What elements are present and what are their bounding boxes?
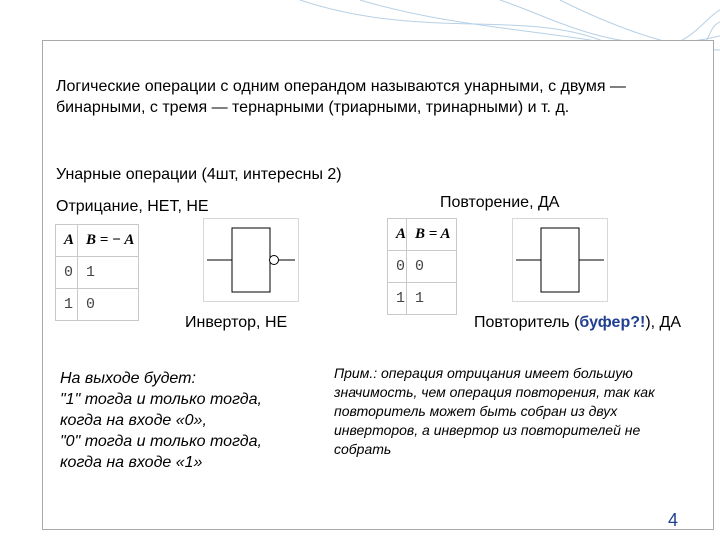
repeat-truth-table: [387, 218, 457, 315]
buffer-label-after: ), ДА: [645, 314, 682, 331]
buffer-label-before: Повторитель (: [474, 314, 580, 331]
inverter-label: Инвертор, НЕ: [185, 314, 288, 331]
negation-truth-table: [55, 224, 139, 321]
page-number: 4: [668, 510, 679, 530]
column-header: A: [388, 219, 407, 251]
output-line: когда на входе «1»: [60, 454, 203, 471]
column-header: B = A: [407, 219, 457, 251]
table-cell: 1: [388, 283, 407, 315]
table-row: [56, 257, 139, 289]
buffer-label: [474, 314, 681, 332]
output-line: "1" тогда и только тогда,: [60, 391, 262, 408]
column-header: A: [56, 225, 78, 257]
output-explanation: [60, 368, 262, 473]
table-cell: 0: [78, 289, 139, 321]
output-line: На выходе будет:: [60, 370, 196, 387]
output-line: "0" тогда и только тогда,: [60, 433, 262, 450]
table-cell: 0: [56, 257, 78, 289]
column-header: B = − A: [78, 225, 139, 257]
table-header-row: [56, 225, 139, 257]
output-line: когда на входе «0»,: [60, 412, 207, 429]
table-header-row: [388, 219, 457, 251]
inverter-gate-diagram: [203, 218, 299, 302]
table-row: [388, 251, 457, 283]
buffer-gate-diagram: [512, 218, 608, 302]
table-row: [56, 289, 139, 321]
table-cell: 1: [407, 283, 457, 315]
negation-title: Отрицание, НЕТ, НЕ: [56, 198, 209, 215]
note-paragraph: Прим.: операция отрицания имеет большую значимость, чем операция повторения, так как повторитель может быть собран из двух инверторов, а инвертор из повторителей не собрать: [334, 365, 655, 457]
table-cell: 0: [407, 251, 457, 283]
repeat-title: Повторение, ДА: [440, 194, 560, 211]
table-row: [388, 283, 457, 315]
buffer-label-emphasis: буфер?!: [579, 314, 646, 331]
table-cell: 1: [78, 257, 139, 289]
table-cell: 1: [56, 289, 78, 321]
table-cell: 0: [388, 251, 407, 283]
unary-heading: Унарные операции (4шт, интересны 2): [56, 166, 342, 183]
intro-paragraph: Логические операции с одним операндом называются унарными, с двумя — бинарными, с тремя — тернарными (триарными, тринарными) и т. д.: [56, 78, 626, 116]
